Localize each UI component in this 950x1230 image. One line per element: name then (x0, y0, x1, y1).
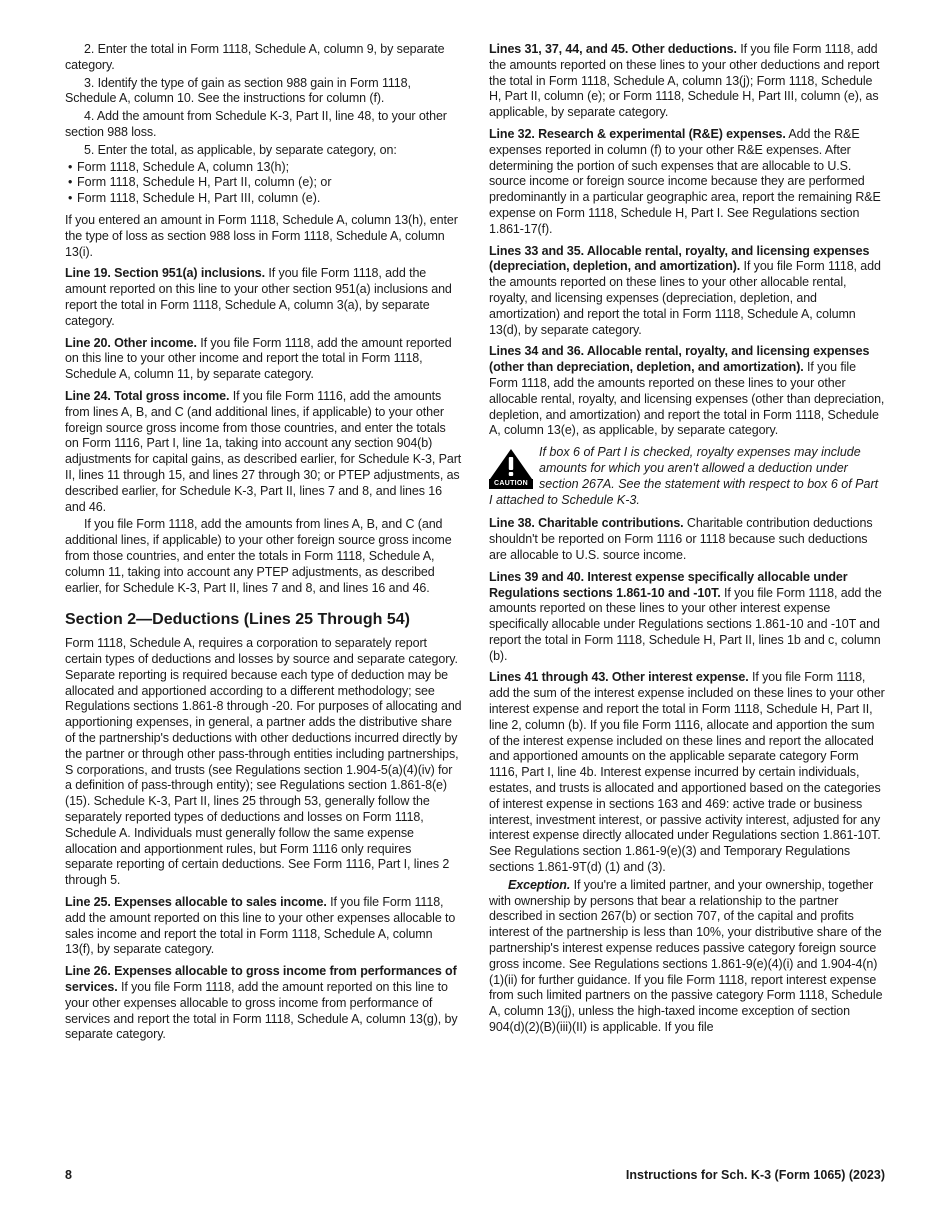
left-column (65, 42, 462, 1049)
line-38 (489, 516, 885, 563)
form-list (65, 160, 462, 207)
line-25 (65, 895, 462, 958)
lines-33-heading: Lines 33 and 35. Allocable rental, royalty, and licensing expenses (depreciation, depletion, and amortization). (489, 243, 870, 274)
line-24-body: If you file Form 1116, add the amounts from lines A, B, and C (and additional lines, if applicable) to your other foreign source gross income from those countries, and enter the totals on Form 1116, Part I, line 1a, taking into account any section 904(b) adjustments for capital gains, as described earlier, for Schedule K-3, Part II, lines 11 through 15, and lines 27 through 30; or PTEP adjustments, as described earlier, for Schedule K-3, Part II, lines 7 and 8, and lines 16 and 46. (65, 388, 462, 514)
line-24-heading: Line 24. Total gross income. (65, 388, 230, 403)
line-26-body: If you file Form 1118, add the amount reported on this line to your other expenses allocable to gross income from performance of services and report the total in Form 1118, Schedule A, column 13(g), by separate category. (65, 980, 458, 1042)
line-24 (65, 389, 462, 515)
line-19-heading: Line 19. Section 951(a) inclusions. (65, 266, 266, 281)
step-2: 2. Enter the total in Form 1118, Schedule A, column 9, by separate category. (65, 42, 445, 72)
list-item: • Form 1118, Schedule H, Part II, column (e); or (65, 175, 462, 191)
section-2-body: Form 1118, Schedule A, requires a corporation to separately report certain types of deductions and losses by source and separate category. Separate reporting is required because each type of deduction may be allocated and apportioned according to a different methodology; see Regulations sections 1.861-8 through -20. For purposes of allocating and apportioning expenses, in general, a partner adds the distributive share of the partnership's deductions with other deductions incurred directly by the partner or through other pass-through entities including partnerships, S corporations, and trusts (see Regulations section 1.904-5(a)(4)(iv) for a definition of pass-through entity); see Regulations section 1.861-8(e)(15). Schedule K-3, Part II, lines 25 through 53, generally follow the separately reported types of deductions and losses on Form 1118, Schedule A. Individuals must generally follow the same expense allocation and apportionment rules, but Form 1116 only requires separate reporting of certain deductions. See Form 1116, Part I, lines 2 through 5. (65, 636, 462, 888)
line-26 (65, 964, 462, 1043)
line-32-heading: Line 32. Research & experimental (R&E) expenses. (489, 126, 786, 141)
line-38-body: Charitable contribution deductions shouldn't be reported on Form 1116 or 1118 because such deductions are allocable to U.S. source income. (489, 516, 873, 562)
document-title: Instructions for Sch. K-3 (Form 1065) (2023) (625, 1168, 885, 1182)
line-20 (65, 336, 462, 383)
line-20-body: If you file Form 1118, add the amount reported on this line to your other income and report the total in Form 1118, Schedule A, column 11, by separate category. (65, 335, 452, 382)
right-column (489, 42, 885, 1042)
line-25-heading: Line 25. Expenses allocable to sales income. (65, 895, 327, 910)
line-38-heading: Line 38. Charitable contributions. (489, 516, 684, 531)
section-2-title: Section 2—Deductions (Lines 25 Through 54) (65, 611, 410, 629)
line-24-form-1118: If you file Form 1118, add the amounts from lines A, B, and C (and additional lines, if applicable) to your other foreign source gross income from those countries, and enter the totals in Form 1118, Schedule A, column 11, taking into account any PTEP adjustments, as described earlier, for Schedule K-3, Part II, lines 7 and 8, and lines 16 and 46. (65, 517, 452, 595)
step-3: 3. Identify the type of gain as section 988 gain in Form 1118, Schedule A, column 10. See the instructions for column (f). (65, 75, 411, 106)
lines-41-heading: Lines 41 through 43. Other interest expense. (489, 670, 749, 685)
caution-text: If box 6 of Part I is checked, royalty expenses may include amounts for which you aren't allowed a deduction under section 267A. See the statement with respect to box 6 of Part I attached to Schedule K-3. (489, 445, 879, 507)
lines-31-body: If you file Form 1118, add the amounts reported on these lines to your other deductions and report the total in Form 1118, Schedule A, column 13(j); Form 1118, Schedule H, Part II, column (e); or Form 1118, Schedule H, Part III, column (e), as applicable, by separate category. (489, 42, 880, 120)
exception-body: If you're a limited partner, and your ownership, together with ownership by persons that bear a relationship to the partner described in section 267(b) or section 707, of the capital and profits interest of the partnership is less than 10%, your distributive share of the partnership's interest expense reduces passive category foreign source gross income. See Regulations sections 1.861-9(e)(4)(i) and 1.904-4(n)(1)(ii) for further guidance. If you file Form 1118, report interest expense from such limited partners on the passive category Form 1118, Schedule A, column 13(j), unless the high-taxed income exception of section 904(d)(2)(B)(iii)(II) is applicable. If you file (489, 877, 883, 1035)
lines-41-43 (489, 670, 885, 875)
caution-label: CAUTION (489, 479, 533, 489)
line-25-body: If you file Form 1118, add the amount reported on this line to your other expenses allocable to sales income and report the total in Form 1118, Schedule A, column 13(f), by separate category. (65, 895, 456, 957)
list-item: • Form 1118, Schedule H, Part III, column (e). (65, 191, 462, 207)
step-5: 5. Enter the total, as applicable, by separate category, on: (84, 142, 397, 157)
lines-39-heading: Lines 39 and 40. Interest expense specifically allocable under Regulations sections 1.861-10 and -10T. (489, 569, 848, 600)
paragraph-988-loss: If you entered an amount in Form 1118, Schedule A, column 13(h), enter the type of loss as section 988 loss in Form 1118, Schedule A, column 13(i). (65, 212, 458, 259)
lines-39-40 (489, 570, 885, 665)
line-20-heading: Line 20. Other income. (65, 335, 197, 350)
line-19-body: If you file Form 1118, add the amount reported on this line to your other section 951(a) inclusions and report the total in Form 1118, Schedule A, column 3(a), by separate category. (65, 266, 452, 328)
caution-icon (489, 448, 533, 492)
step-4: 4. Add the amount from Schedule K-3, Part II, line 48, to your other section 988 loss. (65, 109, 447, 139)
lines-33-35 (489, 244, 885, 339)
line-26-heading: Line 26. Expenses allocable to gross income from performances of services. (65, 964, 457, 995)
lines-33-body: If you file Form 1118, add the amounts reported on these lines to your other allocable rental, royalty, and licensing expenses (depreciation, depletion, and amortization) and report the total in Form 1118, Schedule A, column 13(d), by separate category. (489, 259, 881, 337)
exception (489, 878, 885, 1036)
caution-box (489, 445, 885, 508)
lines-34-body: If you file Form 1118, add the amounts reported on these lines to your other allocable rental, royalty, and licensing expenses (other than depreciation, depletion, and amortization) and report the total in Form 1118, Schedule A, column 13(e), as applicable, by separate category. (489, 360, 885, 438)
lines-31-37-44-45 (489, 42, 885, 121)
lines-34-heading: Lines 34 and 36. Allocable rental, royalty, and licensing expenses (other than depreciation, depletion, and amortization). (489, 344, 870, 375)
lines-41-body: If you file Form 1118, add the sum of the interest expense included on these lines to your other interest expense and report the total in Form 1118, Schedule H, Part II, line 2, column (b). If you file Form 1116, allocate and apportion the sum of the interest expense included on these lines and report the allocated and apportioned amounts on the applicable separate category Form 1116, Part I, line 4b. Interest expense incurred by certain individuals, estates, and trusts is allocated and apportioned based on the categories of interest expense in sections 163 and 469: active trade or business interest, investment interest, or passive activity interest, adjusted for any interest expense directly allocated under Regulations section 1.861-10T. See Regulations section 1.861-9(e)(3) and Temporary Regulations sections 1.861-9T(d) (1) and (3). (489, 670, 885, 875)
line-19 (65, 266, 462, 329)
warning-triangle-icon (489, 448, 533, 479)
lines-39-body: If you file Form 1118, add the amounts reported on these lines to your other interest expense specifically allocable under Regulations sections 1.861-10 and -10T and report the total in Form 1118, Schedule H, Part II, lines 1b and c, column (b). (489, 585, 882, 663)
lines-31-heading: Lines 31, 37, 44, and 45. Other deductions. (489, 42, 737, 56)
lines-34-36 (489, 344, 885, 439)
exception-heading: Exception. (508, 877, 571, 892)
page-number: 8 (65, 1168, 72, 1182)
line-32-body: Add the R&E expenses reported in column (f) to your other R&E expenses. After determining the portion of such expenses that are allocable to U.S. source income or foreign source income because they are performed predominantly in a particular geographic area, report the remaining R&E expense on Form 1118, Schedule H, Part I. See Regulations section 1.861-17(f). (489, 126, 881, 236)
list-item: • Form 1118, Schedule A, column 13(h); (65, 160, 462, 176)
line-32 (489, 127, 885, 238)
